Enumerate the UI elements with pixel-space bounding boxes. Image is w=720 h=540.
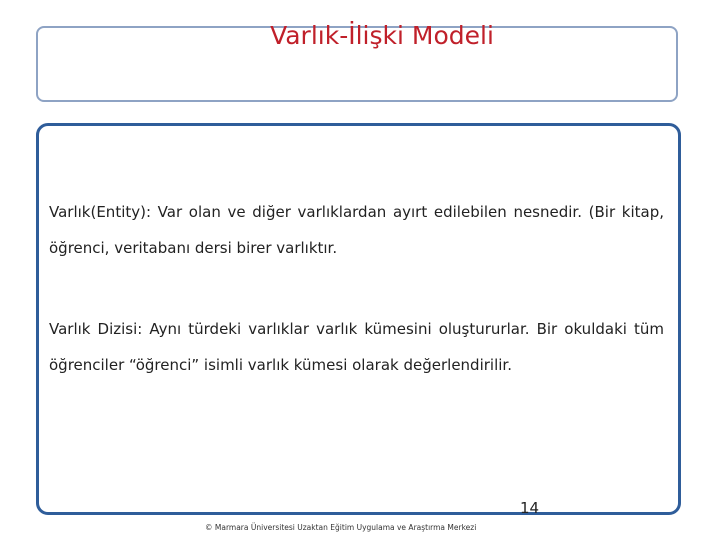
footer-copyright: © Marmara Üniversitesi Uzaktan Eğitim Uygulama ve Araştırma Merkezi [205, 523, 477, 532]
paragraph-entity-set: Varlık Dizisi: Aynı türdeki varlıklar varlık kümesini oluştururlar. Bir okuldaki tüm öğrenciler “öğrenci” isimli varlık kümesi olarak değerlendirilir. [49, 320, 664, 374]
slide-title: Varlık-İlişki Modeli [270, 21, 494, 50]
paragraph-entity: Varlık(Entity): Var olan ve diğer varlıklardan ayırt edilebilen nesnedir. (Bir kitap, öğrenci, veritabanı dersi birer varlıktır. [49, 203, 664, 257]
page-number: 14 [520, 499, 540, 517]
